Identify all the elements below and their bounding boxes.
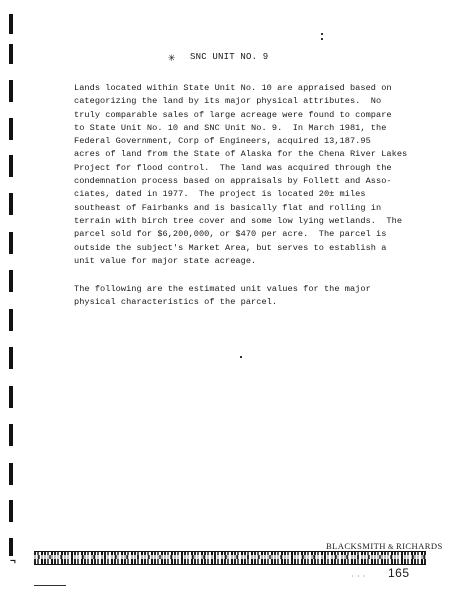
binder-hole <box>9 347 13 369</box>
binder-hole <box>9 232 13 254</box>
binder-hole <box>9 193 13 215</box>
scan-speck <box>321 33 323 35</box>
divider <box>34 585 66 586</box>
asterisk-mark-icon: ✳ <box>168 51 176 65</box>
binder-hole <box>9 80 13 102</box>
firm-name <box>326 541 443 551</box>
firm-name-ampersand: & <box>385 543 397 551</box>
firm-name-part-1: BLACKSMITH <box>326 541 386 551</box>
binder-hole <box>9 463 13 485</box>
binder-hole <box>9 118 13 140</box>
binder-hole <box>9 500 13 522</box>
binder-hole <box>9 309 13 331</box>
section-title: SNC UNIT NO. 9 <box>190 52 269 62</box>
binder-hole <box>9 538 13 556</box>
decorative-border <box>34 551 426 565</box>
binder-hole <box>9 44 13 64</box>
scan-speck <box>240 356 242 358</box>
binder-hole <box>9 155 13 177</box>
scan-dots: ··· <box>351 573 368 580</box>
binder-hole <box>9 386 13 408</box>
firm-name-part-2: RICHARDS <box>396 541 443 551</box>
binder-hole <box>9 424 13 446</box>
scan-speck <box>321 38 323 40</box>
margin-mark-icon: ¬ <box>10 557 17 568</box>
body-paragraph-1: Lands located within State Unit No. 10 are appraised based on categorizing the land by its major physical attributes. No truly comparable sales of large acreage were found to compare to State Unit No. 10 and SNC Unit No. 9. In March 1981, the Federal Government, Corp of Engineers, acquired 13,187.95 acres of land from the State of Alaska for the Chena River Lakes Project for flood control. The land was acquired through the condemnation process based on appraisals by Follett and Asso- ciates, dated in 1977. The project is located 20± miles southeast of Fairbanks and is basically flat and rolling in terrain with birch tree cover and some low lying wetlands. The parcel sold for $6,200,000, or $470 per acre. The parcel is outside the subject's Market Area, but serves to establish a unit value for major state acreage. <box>74 83 408 266</box>
page-number: 165 <box>388 566 410 580</box>
binder-hole <box>9 14 13 34</box>
body-paragraph-2: The following are the estimated unit values for the major physical characteristics of the parcel. <box>74 284 371 308</box>
binder-hole <box>9 270 13 292</box>
